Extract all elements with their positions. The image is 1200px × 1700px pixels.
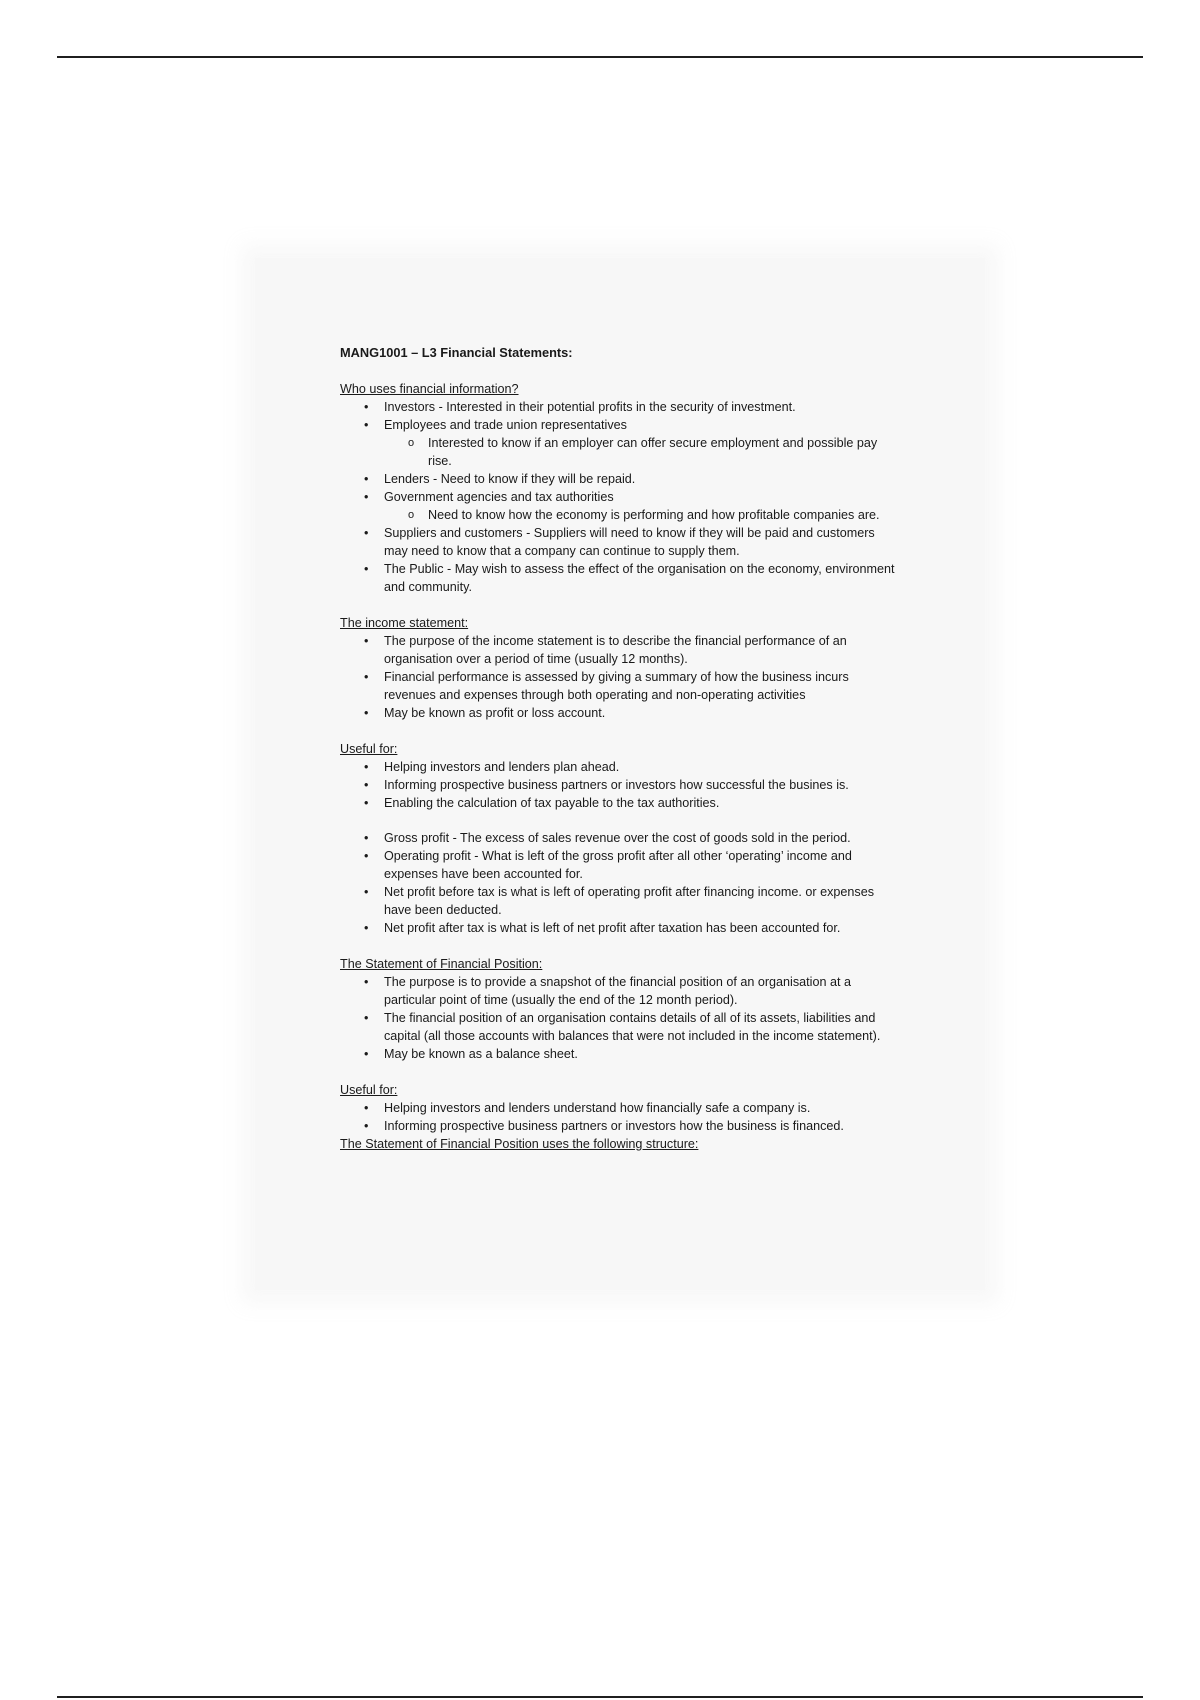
list-item [384,560,900,596]
list-item: • Informing prospective business partners or investors how the business is financed. [384,1117,900,1135]
spacer [340,812,900,829]
sub-list-item: o Need to know how the economy is performing and how profitable companies are. [428,506,900,524]
section-heading: Who uses financial information? [340,382,519,396]
top-rule [57,56,1143,58]
list-item: • Helping investors and lenders understand how financially safe a company is. [384,1099,900,1117]
section-users [340,380,900,596]
section-heading: Useful for: [340,1083,398,1097]
section-heading: The income statement: [340,616,469,630]
bullet-list [340,973,900,1063]
section-heading: The Statement of Financial Position: [340,957,543,971]
section-useful-for-income [340,740,900,937]
document-title: MANG1001 – L3 Financial Statements: [340,345,573,360]
list-item-text: Government agencies and tax authorities [384,490,614,504]
bullet-list [340,1099,900,1135]
list-item: • Net profit before tax is what is left of operating profit after financing income. or expenses have been deducted. [384,883,900,919]
list-item: • Net profit after tax is what is left of net profit after taxation has been accounted for. [384,919,900,937]
list-item: • Financial performance is assessed by giving a summary of how the business incurs revenues and expenses through both operating and non-operating activities [384,668,900,704]
list-item [384,470,900,488]
list-item [384,416,900,470]
list-item-text: Suppliers and customers - Suppliers will need to know if they will be paid and customers may need to know that a company can continue to supply them. [384,526,875,558]
sub-list-item: o Interested to know if an employer can offer secure employment and possible pay rise. [428,434,900,470]
section-heading: Useful for: [340,742,398,756]
bullet-list [340,398,900,596]
section-useful-for-position [340,1081,900,1135]
list-item: • Operating profit - What is left of the gross profit after all other ‘operating’ income and expenses have been accounted for. [384,847,900,883]
list-item-text: Employees and trade union representatives [384,418,627,432]
bullet-list [340,758,900,812]
list-item [384,488,900,524]
list-item-text: Investors - Interested in their potential profits in the security of investment. [384,400,796,414]
list-item [384,524,900,560]
list-item: • May be known as a balance sheet. [384,1045,900,1063]
bullet-list [340,632,900,722]
document-content [340,344,900,1153]
list-item: • The purpose of the income statement is to describe the financial performance of an organisation over a period of time (usually 12 months). [384,632,900,668]
section-financial-position [340,955,900,1063]
list-item: • Gross profit - The excess of sales revenue over the cost of goods sold in the period. [384,829,900,847]
bottom-rule [57,1696,1143,1698]
sub-list [384,434,900,470]
profit-definitions-list [340,829,900,937]
list-item: • Informing prospective business partners or investors how successful the busines is. [384,776,900,794]
list-item: • Helping investors and lenders plan ahead. [384,758,900,776]
list-item-text: Lenders - Need to know if they will be repaid. [384,472,636,486]
list-item: • The purpose is to provide a snapshot of the financial position of an organisation at a particular point of time (usually the end of the 12 month period). [384,973,900,1009]
sub-list [384,506,900,524]
section-income-statement [340,614,900,722]
list-item: • The financial position of an organisation contains details of all of its assets, liabilities and capital (all those accounts with balances that were not included in the income statement). [384,1009,900,1045]
closing-heading: The Statement of Financial Position uses the following structure: [340,1137,699,1151]
list-item: • May be known as profit or loss account. [384,704,900,722]
list-item: • Enabling the calculation of tax payable to the tax authorities. [384,794,900,812]
list-item-text: The Public - May wish to assess the effect of the organisation on the economy, environment and community. [384,562,895,594]
list-item [384,398,900,416]
